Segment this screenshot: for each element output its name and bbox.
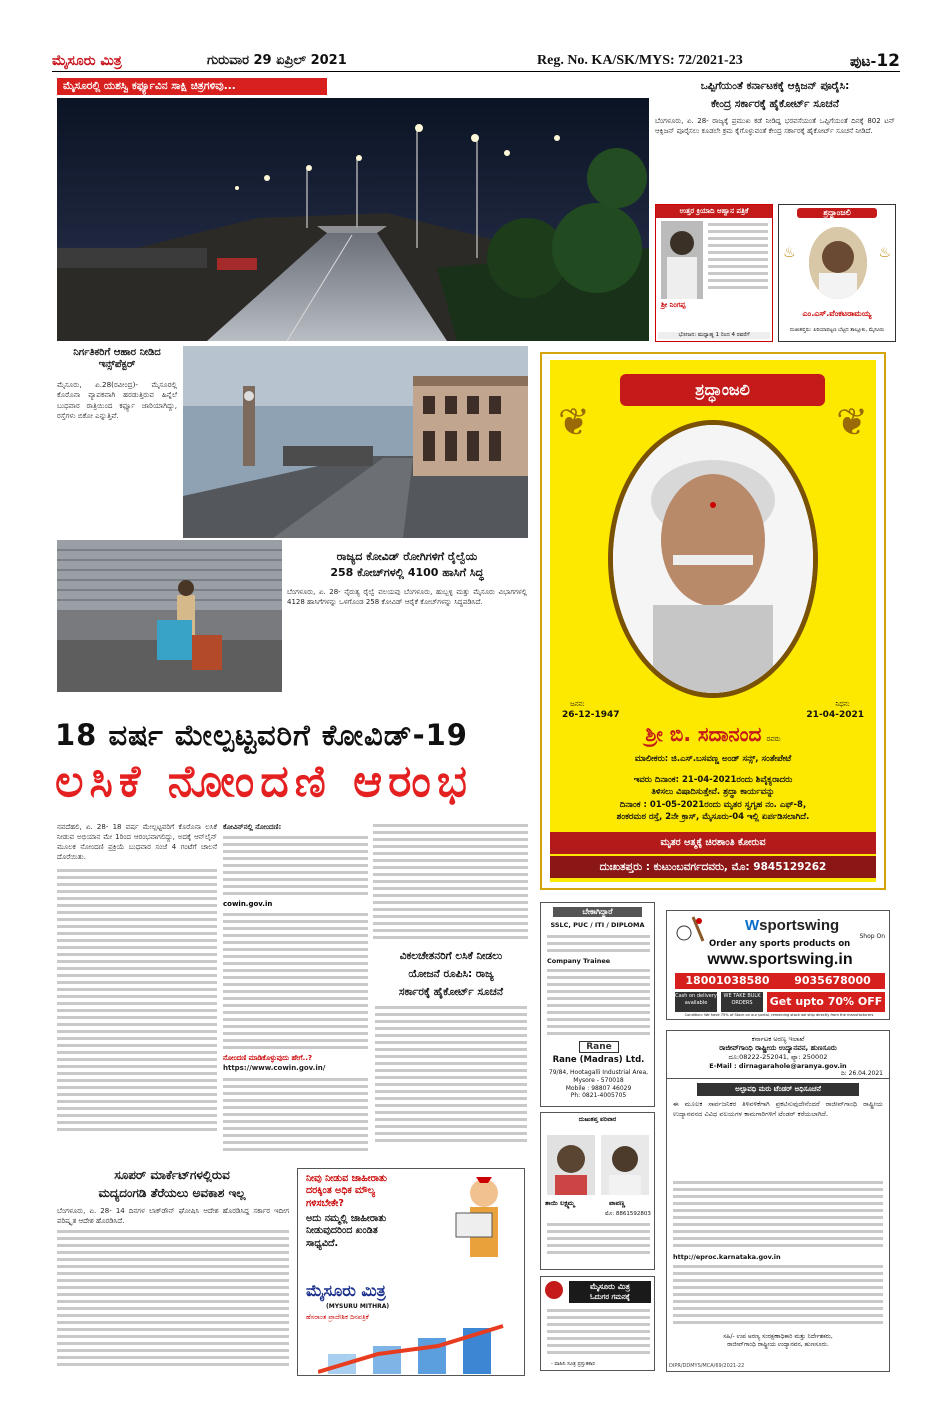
disabled-body bbox=[375, 1006, 527, 1146]
uttara-kriyadi-ad bbox=[655, 204, 773, 342]
mitra-small-sign: - ವಾಹಿನಿ ಸೂತ್ರ ಪ್ರಸ್ತುತಕಾರ bbox=[551, 1361, 595, 1367]
rane-company: Rane (Madras) Ltd. bbox=[552, 1055, 645, 1065]
ad-question-2: ದರಕ್ಕಿಂತ ಅಧಿಕ ಮೌಲ್ಯ bbox=[306, 1185, 376, 1197]
oxygen-headline-1: ಒಪ್ಪಿಗೆಯಂತೆ ಕರ್ನಾಟಕಕ್ಕೆ ಆಕ್ಸಿಜನ್ ಪೂರೈಸಿ: bbox=[700, 80, 850, 92]
rane-ad-title: ಬೇಕಾಗಿದ್ದಾರೆ bbox=[553, 907, 642, 917]
rane-trainee: Company Trainee bbox=[547, 957, 611, 965]
tender-title: ಅಲ್ಪಾವಧಿ ಮರು ಟೆಂಡರ್ ಅಧಿಸೂಚನೆ bbox=[697, 1083, 859, 1096]
sportswing-bulk: WE TAKE BULK ORDERS bbox=[721, 992, 763, 1012]
portrait-photo bbox=[809, 227, 867, 299]
portrait-photo bbox=[661, 221, 703, 299]
how-to-register: ನೋಂದಣಿ ಮಾಡಿಕೊಳ್ಳುವುದು ಹೇಗೆ..? bbox=[223, 1054, 313, 1063]
sportswing-shop-on: Shop On bbox=[859, 933, 885, 940]
portrait-photo bbox=[601, 1135, 649, 1195]
curfew-photo-clock-tower bbox=[183, 346, 528, 538]
obit-bottom-ribbon-1: ಮೃತರ ಆತ್ಮಕ್ಕೆ ಚಿರಶಾಂತಿ ಕೋರುವ bbox=[550, 832, 876, 854]
owner-line: ಮಾಲೀಕರು: ಜಿ.ಎಸ್.ಬಸವಣ್ಣ ಅಂಡ್ ಸನ್ಸ್, ಸಂತೇಪೇಟೆ bbox=[634, 754, 792, 764]
bereavement-small-ad bbox=[540, 1112, 655, 1270]
vaccine-body-col-1: ನವದೆಹಲಿ, ಏ. 28- 18 ವರ್ಷ ಮೇಲ್ಪಟ್ಟವರಿಗೆ ಕೊರೊನಾ ಲಸಿಕೆ ನೀಡುವ ಅಭಿಯಾನ ಮೇ 1ರಿಂದ ಆರಂಭವಾಗಲಿದ್ದು, ಅದಕ್ಕೆ ಆನ್‌ಲೈನ್ ಮೂಲಕ ನೋಂದಣಿ ಪ್ರಕ್ರಿಯೆ ಬುಧವಾರ ಸಂಜೆ 4 ಗಂಟೆಗೆ ಚಾಲನೆ ದೊರೆಯಿತು. bbox=[57, 822, 217, 1162]
tender-date: ದಿ: 26.04.2021 bbox=[667, 1070, 889, 1079]
uttara-ad-footer: ಭೋಜನ: ಮಧ್ಯಾಹ್ನ 1 ರಿಂದ 4 ರವರೆಗೆ bbox=[658, 332, 770, 339]
rane-job-ad bbox=[540, 902, 655, 1107]
sportswing-ad bbox=[666, 910, 890, 1020]
supermarket-headline-1: ಸೂಪರ್ ಮಾರ್ಕೆಟ್‌ಗಳಲ್ಲಿರುವ bbox=[114, 1168, 230, 1182]
railway-body: ಬೆಂಗಳೂರು, ಏ. 28- ನೈರುತ್ಯ ರೈಲ್ವೆ ವಲಯವು ಬೆಂಗಳೂರು, ಹುಬ್ಬಳ್ಳಿ ಮತ್ತು ಮೈಸೂರು ವಿಭಾಗಗಳಲ್ಲಿ 4128 ಹಾಸಿಗೆಗಳನ್ನು ಒಳಗೊಂಡ 258 ಕೋವಿಡ್ ಆರೈಕೆ ಕೋಚ್‌ಗಳನ್ನು ಸಿದ್ಧಪಡಿಸಿದೆ. bbox=[287, 588, 527, 607]
deceased-name-suffix: ರವರು bbox=[766, 735, 781, 743]
forest-tender-ad bbox=[666, 1030, 890, 1372]
ad-answer-2: ನೀಡುವುದರಿಂದ ಖಂಡಿತ bbox=[306, 1225, 378, 1237]
mitra-emblem-icon bbox=[545, 1281, 563, 1299]
bereavement-name-2: ಪಾಪಣ್ಣ bbox=[609, 1199, 626, 1207]
rane-address: 79/84, Hootagalli Industrial Area, Mysore - 570018 Mobile : 98807 46029 Ph: 0821-4005705 bbox=[548, 1069, 649, 1100]
disabled-headline-3: ಸರ್ಕಾರಕ್ಕೆ ಹೈಕೋರ್ಟ್ ಸೂಚನೆ bbox=[398, 986, 504, 998]
born-label: ಜನನ: bbox=[570, 700, 585, 708]
died-label: ನಿಧನ: bbox=[835, 700, 850, 708]
ad-question-1: ನೀವು ನೀಡುವ ಜಾಹೀರಾತು bbox=[306, 1173, 387, 1184]
ad-answer-3: ಸಾಧ್ಯವಿದೆ. bbox=[306, 1237, 339, 1249]
mysuru-mitra-ad bbox=[297, 1168, 525, 1376]
tender-body: ಈ ಮೂಲಕ ಸಾರ್ವಜನಿಕರ ತಿಳಿವಳಿಕೆಗಾಗಿ ಪ್ರಕಟಿಸುವುದೇನೆಂದರೆ ರಾಜೀವ್‌ಗಾಂಧಿ ರಾಷ್ಟ್ರೀಯ ಉದ್ಯಾನವನದ ವಿವಿಧ ವಲಯಗಳ ಕಾಮಗಾರಿಗಳಿಗೆ ಟೆಂಡರ್ ಕರೆಯಲಾಗಿದೆ. bbox=[673, 1100, 883, 1118]
tender-signoff: ಸಹಿ/- ಉಪ ಅರಣ್ಯ ಸಂರಕ್ಷಣಾಧಿಕಾರಿ ಮತ್ತು ನಿರ್ದೇಶಕರು, ರಾಜೀವ್‌ಗಾಂಧಿ ರಾಷ್ಟ್ರೀಯ ಉದ್ಯಾನವನ, ಹುಣಸೂರು. bbox=[723, 1333, 833, 1348]
mitra-small-sub: ಓದುಗರ ಗಮನಕ್ಕೆ bbox=[590, 1293, 630, 1301]
died-date: 21-04-2021 bbox=[806, 710, 864, 720]
shraddhanjali-small-ad bbox=[778, 204, 896, 342]
uttara-ad-name: ಶ್ರೀ ನಿಂಗಪ್ಪ bbox=[661, 301, 686, 309]
shraddhanjali-small-name: ಎಂ.ಎಸ್.ವೆಂಕಟರಾಮಯ್ಯ bbox=[802, 309, 872, 318]
dipr-code: DIPR/DDMYS/MCA/69/2021-22 bbox=[669, 1363, 745, 1369]
shraddhanjali-banner: ಶ್ರದ್ಧಾಂಜಲಿ bbox=[620, 374, 825, 406]
shraddhanjali-small-footer: ದುಃಖತಪ್ತರು: ಪಿರಿಯಾಪಟ್ಟಣ ಬೆಟ್ಟದ ತಾಲ್ಲೂಕು, ಮೈಸೂರು bbox=[789, 327, 885, 333]
lamp-icon: ♨ bbox=[783, 245, 796, 261]
ad-answer-1: ಅದು ನಮ್ಮಲ್ಲಿ ಜಾಹೀರಾತು bbox=[306, 1213, 387, 1225]
vaccine-headline-1: 18 ವರ್ಷ ಮೇಲ್ಪಟ್ಟವರಿಗೆ ಕೋವಿಡ್-19 bbox=[55, 718, 468, 752]
registration-number: Reg. No. KA/SK/MYS: 72/2021-23 bbox=[537, 52, 743, 68]
railway-headline-2: 258 ಕೋಚ್‌ಗಳಲ್ಲಿ 4100 ಹಾಸಿಗೆ ಸಿದ್ಧ bbox=[330, 566, 484, 579]
mitra-logo: ಮೈಸೂರು ಮಿತ್ರ bbox=[306, 1281, 386, 1300]
tender-email: E-Mail : dirnagarahole@aranya.gov.in bbox=[709, 1062, 847, 1070]
cowin-domain: cowin.gov.in bbox=[223, 900, 273, 909]
vaccine-body-col-2: ಕೋವಿನ್‌ನಲ್ಲಿ ನೋಂದಣಿ: cowin.gov.in ನೋಂದಣಿ ಮಾಡಿಕೊಳ್ಳುವುದು ಹೇಗೆ..? https://www.cowin.gov.in/ bbox=[223, 822, 368, 1162]
disabled-headline-2: ಯೋಜನೆ ರೂಪಿಸಿ: ರಾಜ್ಯ bbox=[408, 968, 494, 980]
sportswing-condition: Condition: We have 75% of Stock on our portal, remaining stock we ship directly from the manufacturers bbox=[684, 1013, 874, 1017]
sportswing-tagline: Order any sports products on bbox=[709, 939, 851, 949]
ceremony-details: ಇವರು ದಿನಾಂಕ: 21-04-2021ರಂದು ಶಿವೈಕ್ಯರಾದರು ತಿಳಿಸಲು ವಿಷಾದಿಸುತ್ತೇವೆ. ಶ್ರದ್ಧಾ ಕಾರ್ಯವನ್ನು ದಿನಾಂಕ : 01-05-2021ರಂದು ಮೃತರ ಸ್ವಗೃಹ ನಂ. ಎಫ್-8, ಶಂಕರಮಠ ರಸ್ತೆ, 2ನೇ ಕ್ರಾಸ್, ಮೈಸೂರು-04 ಇಲ್ಲಿ ಏರ್ಪಡಿಸಲಾಗಿದೆ. bbox=[616, 775, 810, 822]
tender-url[interactable]: http://eproc.karnataka.gov.in bbox=[673, 1253, 781, 1261]
tender-org: ರಾಜೀವ್‌ಗಾಂಧಿ ರಾಷ್ಟ್ರೀಯ ಉದ್ಯಾನವನ, ಹುಣಸೂರು bbox=[719, 1044, 837, 1052]
uttara-ad-title: ಉತ್ತರ ಕ್ರಿಯಾದಿ ಆಹ್ವಾನ ಪತ್ರಿಕೆ bbox=[656, 205, 772, 218]
disabled-headline-1: ವಿಕಲಚೇತನರಿಗೆ ಲಸಿಕೆ ನೀಡಲು bbox=[399, 950, 503, 962]
mitra-logo-en: (MYSURU MITHRA) bbox=[326, 1303, 390, 1310]
portrait-photo bbox=[547, 1135, 595, 1195]
portrait-photo bbox=[608, 420, 818, 698]
sports-equipment-icon bbox=[675, 915, 705, 943]
vaccine-headline-2: ಲಸಿಕೆ ನೋಂದಣಿ ಆರಂಭ bbox=[55, 756, 473, 807]
sportswing-offer: Get upto 70% OFF bbox=[767, 992, 885, 1012]
sportswing-brand: Wsportswing bbox=[745, 917, 840, 934]
issue-date: ಗುರುವಾರ 29 ಏಪ್ರಿಲ್ 2021 bbox=[207, 53, 347, 68]
deceased-name-line bbox=[550, 722, 876, 746]
photo-caption: ಮೈಸೂರಲ್ಲಿ ಯಶಸ್ವಿ ಕರ್ಫ್ಯೂವಿನ ಸಾಕ್ಷಿ ಚಿತ್ರಗಳಿವು... bbox=[57, 78, 327, 95]
obit-bottom-ribbon-2: ದುಃಖತಪ್ತರು : ಕುಟುಂಬವರ್ಗದವರು, ಮೊ: 9845129262 bbox=[550, 856, 876, 878]
oxygen-headline-2: ಕೇಂದ್ರ ಸರ್ಕಾರಕ್ಕೆ ಹೈಕೋರ್ಟ್ ಸೂಚನೆ bbox=[711, 98, 839, 110]
tender-top: ಕರ್ನಾಟಕ ಅರಣ್ಯ ಇಲಾಖೆ bbox=[751, 1035, 805, 1043]
curfew-photo-flyover bbox=[57, 98, 649, 341]
bereavement-title: ದುಃಖತಪ್ತ ಪರಿವಾರ bbox=[578, 1116, 617, 1123]
mitra-notice-ad bbox=[540, 1276, 655, 1371]
ornament-icon: ❦ bbox=[558, 400, 590, 444]
supermarket-body: ಬೆಂಗಳೂರು, ಏ. 28- 14 ದಿನಗಳ ಲಾಕ್‌ಡೌನ್ ಘೋಷಿಸಿ ಆದೇಶ ಹೊರಡಿಸಿದ್ದ ಸರ್ಕಾರ ಇದೀಗ ಪರಿಷ್ಕೃತ ಆದೇಶ ಹೊರಡಿಸಿದೆ. bbox=[57, 1206, 289, 1376]
mitra-small-title: ಮೈಸೂರು ಮಿತ್ರ bbox=[590, 1282, 630, 1291]
cowin-url[interactable]: https://www.cowin.gov.in/ bbox=[223, 1064, 326, 1073]
page-header bbox=[52, 50, 900, 72]
inspector-headline: ನಿರ್ಗತಿಕರಿಗೆ ಆಹಾರ ನೀಡಿದ ಇನ್ಸ್‌ಪೆಕ್ಟರ್ bbox=[73, 347, 161, 370]
shraddhanjali-main-ad bbox=[540, 352, 886, 890]
oxygen-body: ಬೆಂಗಳೂರು, ಏ. 28- ರಾಜ್ಯಕ್ಕೆ ಪ್ರಮುಖ ಕಡೆ ನೀಡಿದ್ದ ಭರವಸೆಯಂತೆ ಒಪ್ಪಿಗೆಯಂತೆ ದಿನಕ್ಕೆ 802 ಟನ್ ಆಕ್ಸಿಜನ್ ಪೂರೈಸಲು ಕೂಡಲೇ ಕ್ರಮ ಕೈಗೊಳ್ಳುವಂತೆ ಕೇಂದ್ರ ಸರ್ಕಾರಕ್ಕೆ ಹೈಕೋರ್ಟ್ ಸೂಚನೆ ನೀಡಿದೆ. bbox=[655, 117, 895, 136]
page-number: ಪುಟ-12 bbox=[849, 50, 900, 71]
cartoon-reader-icon bbox=[448, 1173, 520, 1273]
bereavement-phone: ಮೊ: 8861592803 bbox=[605, 1211, 651, 1217]
deceased-name: ಶ್ರೀ ಬಿ. ಸದಾನಂದ bbox=[645, 722, 762, 746]
bereavement-name-1: ತಾಯಿ ಲಕ್ಷ್ಮಮ್ಮ bbox=[545, 1199, 575, 1207]
shraddhanjali-small-title: ಶ್ರದ್ಧಾಂಜಲಿ bbox=[797, 208, 877, 218]
railway-headline-1: ರಾಜ್ಯದ ಕೋವಿಡ್ ರೋಗಿಗಳಿಗೆ ರೈಲ್ವೆಯ bbox=[336, 550, 478, 563]
sportswing-url[interactable]: www.sportswing.in bbox=[707, 951, 853, 968]
lamp-icon: ♨ bbox=[878, 245, 891, 261]
ornament-icon: ❦ bbox=[836, 400, 868, 444]
rane-ad-req: SSLC, PUC / ITI / DIPLOMA bbox=[550, 921, 645, 929]
sportswing-phones: 18001038580 9035678000 bbox=[675, 973, 885, 989]
uttara-ad-text bbox=[708, 223, 768, 293]
growth-chart-icon bbox=[318, 1324, 508, 1374]
tender-phone: ದೂ:08222-252041, ಫ್ಯಾ: 250002 bbox=[728, 1053, 828, 1061]
photo-inspector-feeding bbox=[57, 540, 282, 692]
sportswing-cod: Cash on delivery available bbox=[675, 992, 717, 1012]
mitra-slogan: ಹೆಸರಾಂತ ಪ್ರಾದೇಶಿಕ ದಿನಪತ್ರಿಕೆ bbox=[306, 1313, 369, 1321]
ad-question-3: ಗಳಿಸಬೇಕೇ? bbox=[306, 1197, 344, 1209]
supermarket-headline-2: ಮದ್ಯದಂಗಡಿ ತೆರೆಯಲು ಅವಕಾಶ ಇಲ್ಲ bbox=[98, 1186, 246, 1200]
masthead: ಮೈಸೂರು ಮಿತ್ರ bbox=[52, 52, 122, 69]
vaccine-body-col-3 bbox=[373, 824, 528, 943]
rane-logo: Rane bbox=[579, 1041, 619, 1053]
inspector-body: ಮೈಸೂರು, ಏ.28(ರವೀಂದ್ರ)- ಮೈಸೂರಲ್ಲಿ ಕೊರೊನಾ ವ್ಯಾಪಕವಾಗಿ ಹರಡುತ್ತಿರುವ ಹಿನ್ನೆಲೆ ಬುಧವಾರ ರಾತ್ರಿಯಿಂದ ಕರ್ಫ್ಯೂ ಜಾರಿಯಾಗಿದ್ದು, ರಸ್ತೆಗಳು ಬಿಕೋ ಎನ್ನುತ್ತಿವೆ. bbox=[57, 380, 177, 421]
born-date: 26-12-1947 bbox=[562, 710, 620, 720]
